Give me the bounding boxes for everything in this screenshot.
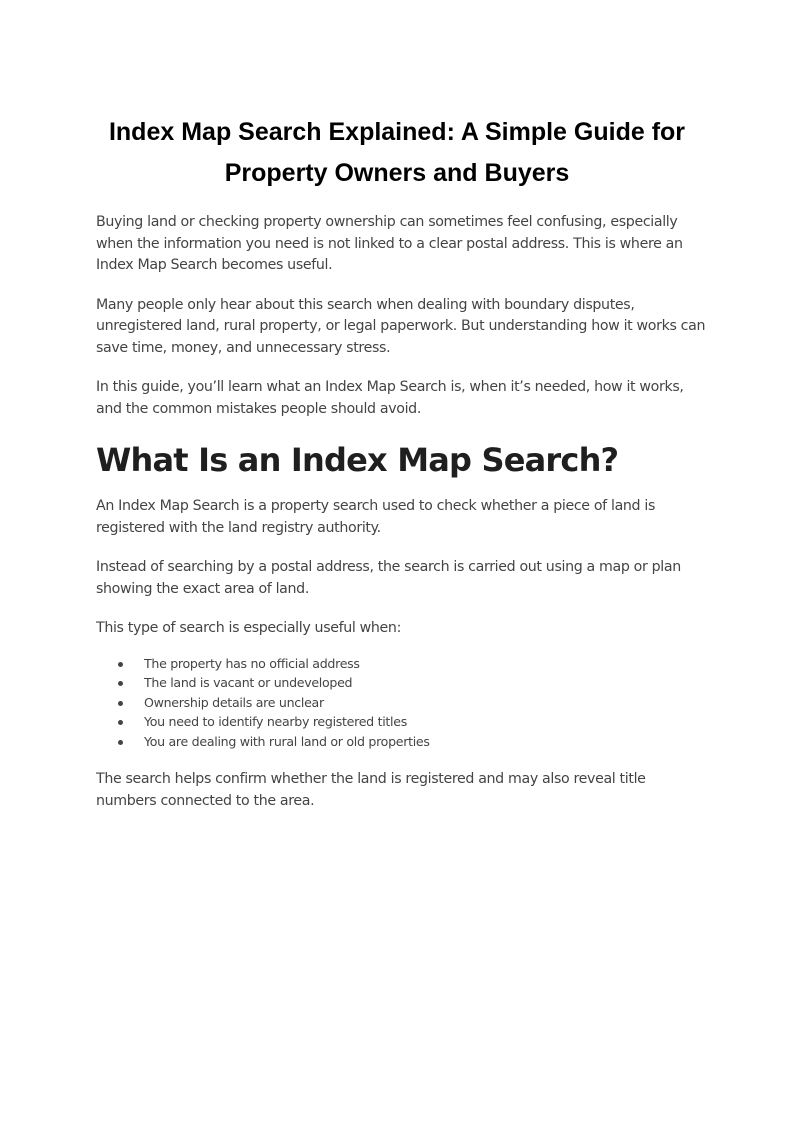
section-heading: What Is an Index Map Search? — [96, 441, 619, 479]
bullet-icon — [118, 681, 123, 686]
intro-paragraph: In this guide, you’ll learn what an Index Map Search is, when it’s needed, how it works, and the common mistakes people should avoid. — [96, 379, 684, 417]
bullet-item — [96, 654, 706, 674]
bullet-text: Ownership details are unclear — [144, 694, 324, 710]
bullet-item — [96, 732, 706, 752]
document-body — [96, 212, 706, 830]
bullet-list — [96, 654, 706, 752]
section-paragraph: Instead of searching by a postal address, the search is carried out using a map or plan showing the exact area of land. — [96, 559, 681, 597]
bullet-icon — [118, 701, 123, 706]
document-title: Index Map Search Explained: A Simple Guide for Property Owners and Buyers — [108, 118, 686, 187]
section-paragraph: An Index Map Search is a property search used to check whether a piece of land is registered with the land registry authority. — [96, 498, 656, 536]
intro-paragraph: Many people only hear about this search when dealing with boundary disputes, unregistered land, rural property, or legal paperwork. But understanding how it works can save time, money, and unnecessary stress. — [96, 296, 706, 356]
bullet-icon — [118, 720, 123, 725]
bullet-item — [96, 712, 706, 732]
section-paragraph: This type of search is especially useful when: — [96, 620, 401, 636]
bullet-text: You are dealing with rural land or old properties — [144, 733, 430, 749]
bullet-icon — [118, 662, 123, 667]
intro-paragraph: Buying land or checking property ownership can sometimes feel confusing, especially when the information you need is not linked to a clear postal address. This is where an Index Map Search becomes useful. — [96, 214, 683, 273]
bullet-item — [96, 673, 706, 693]
closing-paragraph: The search helps confirm whether the land is registered and may also reveal title numbers connected to the area. — [96, 771, 646, 809]
bullet-item — [96, 693, 706, 713]
bullet-text: The land is vacant or undeveloped — [144, 675, 353, 690]
bullet-text: You need to identify nearby registered titles — [144, 714, 407, 729]
bullet-icon — [118, 740, 123, 745]
bullet-text: The property has no official address — [144, 655, 360, 671]
